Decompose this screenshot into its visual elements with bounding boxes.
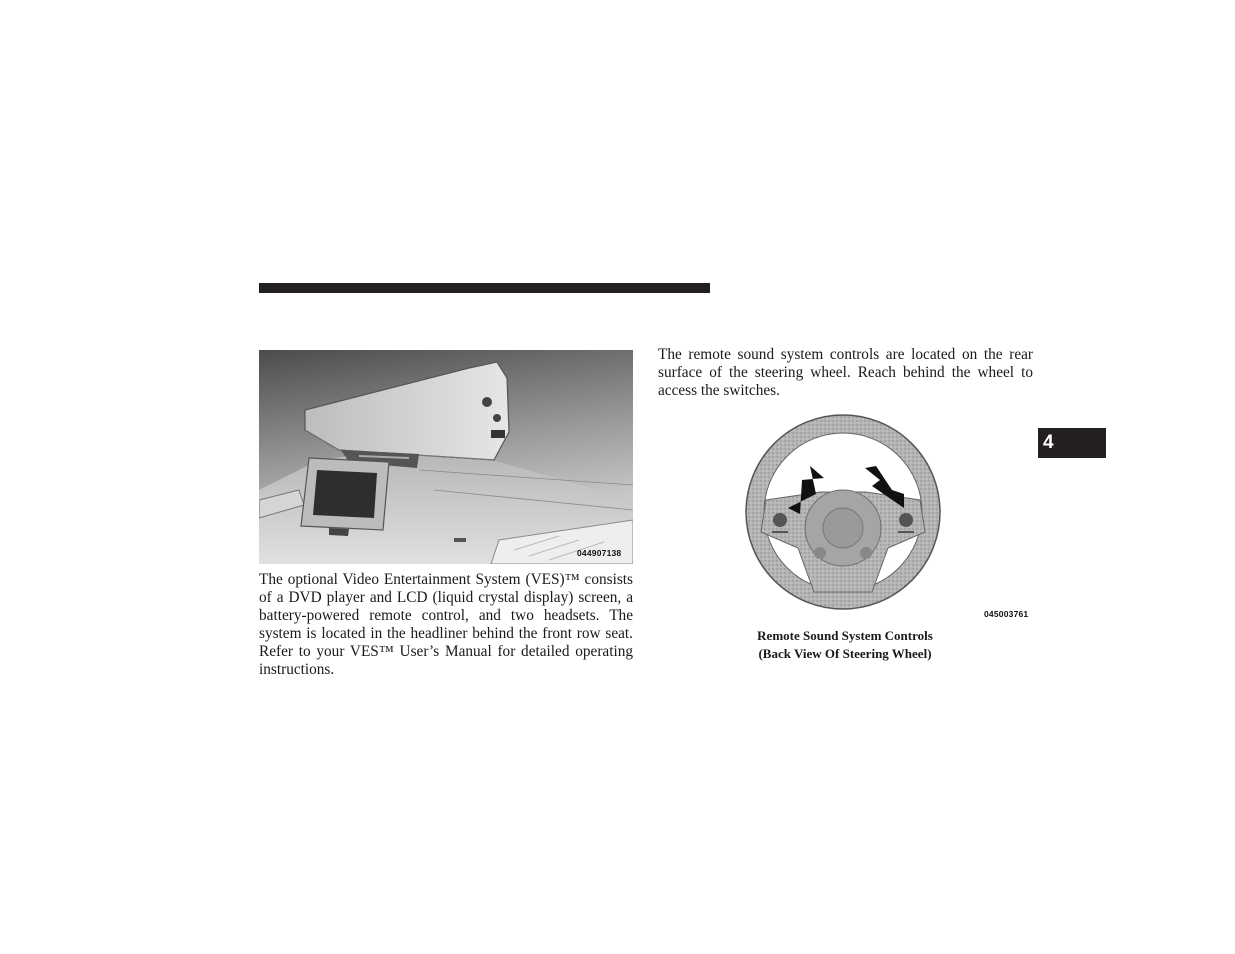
steering-wheel-illustration bbox=[740, 408, 1032, 623]
steering-wheel-drawing bbox=[740, 408, 1032, 623]
chapter-number: 4 bbox=[1043, 432, 1054, 453]
ves-illustration bbox=[259, 350, 633, 564]
caption-line-1: Remote Sound System Controls bbox=[757, 628, 933, 643]
ves-description: The optional Video Entertainment System (VES)™ consists of a DVD player and LCD (liquid crystal display) screen, a battery-powered remote control, and two headsets. The system is located in the headliner behind the front row seat. Refer to your VES™ User’s Manual for detailed operating instructions. bbox=[259, 571, 633, 678]
ves-figure-code: 044907138 bbox=[577, 548, 622, 558]
ves-drawing bbox=[259, 350, 633, 564]
chapter-tab bbox=[1038, 428, 1106, 458]
wheel-figure-code: 045003761 bbox=[984, 609, 1029, 619]
section-rule bbox=[259, 283, 710, 293]
wheel-figure-caption bbox=[735, 627, 955, 662]
caption-line-2: (Back View Of Steering Wheel) bbox=[758, 645, 932, 661]
remote-controls-description: The remote sound system controls are located on the rear surface of the steering wheel. Reach behind the wheel to access the switches. bbox=[658, 346, 1033, 399]
